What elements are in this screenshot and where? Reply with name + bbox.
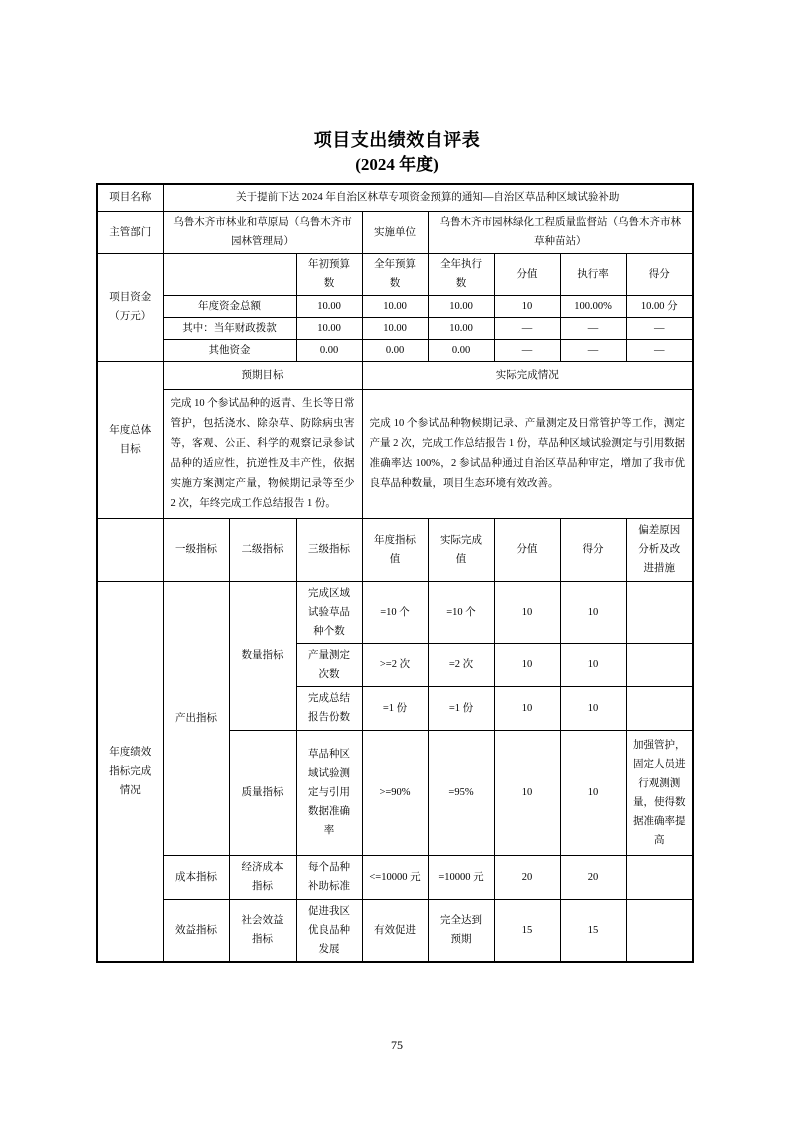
indicator-weight: 10 xyxy=(494,581,560,643)
indicator-name: 完成区域试验草品种个数 xyxy=(296,581,362,643)
indicators-header-score: 得分 xyxy=(560,518,626,581)
project-name-value: 关于提前下达 2024 年自治区林草专项资金预算的通知—自治区草品种区域试验补助 xyxy=(163,184,693,211)
indicator-row xyxy=(97,581,693,643)
funds-value-initial: 10.00 xyxy=(296,295,362,317)
funds-value-execution: 10.00 xyxy=(428,295,494,317)
goal-expected-text: 完成 10 个参试品种的返青、生长等日常管护，包括浇水、除杂草、防除病虫害等，客观、公正、科学的观察记录参试品种的适应性，抗逆性及丰产性，依据实施方案测定产量，物候期记录等至少 2 次，年终完成工作总结报告 1 份。 xyxy=(163,389,362,518)
funds-section-label: 项目资金（万元） xyxy=(97,253,163,361)
document-subtitle: (2024 年度) xyxy=(355,155,439,174)
indicators-empty-header xyxy=(97,518,163,581)
project-name-label: 项目名称 xyxy=(97,184,163,211)
funds-header-initial-budget: 年初预算数 xyxy=(296,253,362,295)
department-row xyxy=(97,211,693,253)
goal-expected-header: 预期目标 xyxy=(163,361,362,389)
indicator-actual: =10 个 xyxy=(428,581,494,643)
indicator-target: >=2 次 xyxy=(362,643,428,686)
indicator-score: 10 xyxy=(560,686,626,730)
indicator-deviation xyxy=(626,899,693,962)
indicator-actual: =1 份 xyxy=(428,686,494,730)
document-title: 项目支出绩效自评表 xyxy=(313,130,481,150)
funds-header-weight: 分值 xyxy=(494,253,560,295)
indicator-name: 完成总结报告份数 xyxy=(296,686,362,730)
funds-header-annual-budget: 全年预算数 xyxy=(362,253,428,295)
indicator-deviation xyxy=(626,581,693,643)
indicator-score: 10 xyxy=(560,643,626,686)
goal-actual-header: 实际完成情况 xyxy=(362,361,693,389)
goal-actual-text: 完成 10 个参试品种物候期记录、产量测定及日常管护等工作，测定产量 2 次，完成工作总结报告 1 份，草品种区域试验测定与引用数据准确率达 100%，2 参试品种通过自治区草品种审定，增加了我市优良草品种数量，项目生态环境有效改善。 xyxy=(362,389,693,518)
level1-output-indicator: 产出指标 xyxy=(163,581,229,855)
indicators-header-actual: 实际完成值 xyxy=(428,518,494,581)
indicator-weight: 10 xyxy=(494,730,560,855)
level2-econ-cost-indicator: 经济成本指标 xyxy=(229,855,296,899)
funds-value-weight: 10 xyxy=(494,295,560,317)
indicators-header-target: 年度指标值 xyxy=(362,518,428,581)
funds-header-execution-rate: 执行率 xyxy=(560,253,626,295)
indicator-score: 10 xyxy=(560,730,626,855)
funds-value-weight: — xyxy=(494,339,560,361)
indicator-deviation xyxy=(626,686,693,730)
funds-row-fiscal xyxy=(97,317,693,339)
indicator-score: 10 xyxy=(560,581,626,643)
funds-value-budget: 10.00 xyxy=(362,317,428,339)
indicator-row xyxy=(97,899,693,962)
indicator-actual: =10000 元 xyxy=(428,855,494,899)
indicator-target: =10 个 xyxy=(362,581,428,643)
funds-value-score: 10.00 分 xyxy=(626,295,693,317)
indicators-header-deviation: 偏差原因分析及改进措施 xyxy=(626,518,693,581)
indicators-header-level2: 二级指标 xyxy=(229,518,296,581)
funds-value-rate: — xyxy=(560,339,626,361)
funds-row-label: 其中：当年财政拨款 xyxy=(163,317,296,339)
indicators-header-weight: 分值 xyxy=(494,518,560,581)
goal-header-row xyxy=(97,361,693,389)
funds-row-label: 年度资金总额 xyxy=(163,295,296,317)
level2-quantity-indicator: 数量指标 xyxy=(229,581,296,730)
indicator-name: 促进我区优良品种发展 xyxy=(296,899,362,962)
funds-value-execution: 0.00 xyxy=(428,339,494,361)
level2-social-indicator: 社会效益指标 xyxy=(229,899,296,962)
indicator-name: 产量测定次数 xyxy=(296,643,362,686)
funds-header-annual-execution: 全年执行数 xyxy=(428,253,494,295)
funds-row-total xyxy=(97,295,693,317)
funds-header-score: 得分 xyxy=(626,253,693,295)
funds-header-row xyxy=(97,253,693,295)
funds-value-execution: 10.00 xyxy=(428,317,494,339)
funds-value-budget: 0.00 xyxy=(362,339,428,361)
funds-row-label: 其他资金 xyxy=(163,339,296,361)
goal-section-label: 年度总体目标 xyxy=(97,361,163,518)
indicator-score: 20 xyxy=(560,855,626,899)
funds-value-rate: — xyxy=(560,317,626,339)
indicator-weight: 20 xyxy=(494,855,560,899)
level1-cost-indicator: 成本指标 xyxy=(163,855,229,899)
indicator-name: 每个品种补助标准 xyxy=(296,855,362,899)
indicator-weight: 15 xyxy=(494,899,560,962)
indicator-target: =1 份 xyxy=(362,686,428,730)
indicator-target: <=10000 元 xyxy=(362,855,428,899)
funds-value-score: — xyxy=(626,317,693,339)
funds-value-initial: 0.00 xyxy=(296,339,362,361)
page-number: 75 xyxy=(391,1038,403,1052)
funds-value-initial: 10.00 xyxy=(296,317,362,339)
indicator-actual: =95% xyxy=(428,730,494,855)
indicator-deviation: 加强管护，固定人员进行观测测量，使得数据准确率提高 xyxy=(626,730,693,855)
indicators-header-level3: 三级指标 xyxy=(296,518,362,581)
indicator-deviation xyxy=(626,643,693,686)
impl-value: 乌鲁木齐市园林绿化工程质量监督站（乌鲁木齐市林草种苗站） xyxy=(428,211,693,253)
goal-content-row xyxy=(97,389,693,518)
indicator-target: 有效促进 xyxy=(362,899,428,962)
self-evaluation-table xyxy=(96,183,694,963)
indicators-section-label: 年度绩效指标完成情况 xyxy=(97,581,163,962)
dept-value: 乌鲁木齐市林业和草原局（乌鲁木齐市园林管理局） xyxy=(163,211,362,253)
funds-value-budget: 10.00 xyxy=(362,295,428,317)
indicator-target: >=90% xyxy=(362,730,428,855)
indicator-score: 15 xyxy=(560,899,626,962)
funds-value-score: — xyxy=(626,339,693,361)
indicator-actual: 完全达到预期 xyxy=(428,899,494,962)
indicator-weight: 10 xyxy=(494,686,560,730)
funds-value-rate: 100.00% xyxy=(560,295,626,317)
level2-quality-indicator: 质量指标 xyxy=(229,730,296,855)
level1-benefit-indicator: 效益指标 xyxy=(163,899,229,962)
funds-value-weight: — xyxy=(494,317,560,339)
funds-empty-header xyxy=(163,253,296,295)
indicator-name: 草品种区域试验测定与引用数据准确率 xyxy=(296,730,362,855)
indicator-actual: =2 次 xyxy=(428,643,494,686)
indicators-header-row xyxy=(97,518,693,581)
project-name-row xyxy=(97,184,693,211)
indicator-weight: 10 xyxy=(494,643,560,686)
indicator-deviation xyxy=(626,855,693,899)
indicators-header-level1: 一级指标 xyxy=(163,518,229,581)
dept-label: 主管部门 xyxy=(97,211,163,253)
indicator-row xyxy=(97,855,693,899)
impl-label: 实施单位 xyxy=(362,211,428,253)
funds-row-other xyxy=(97,339,693,361)
